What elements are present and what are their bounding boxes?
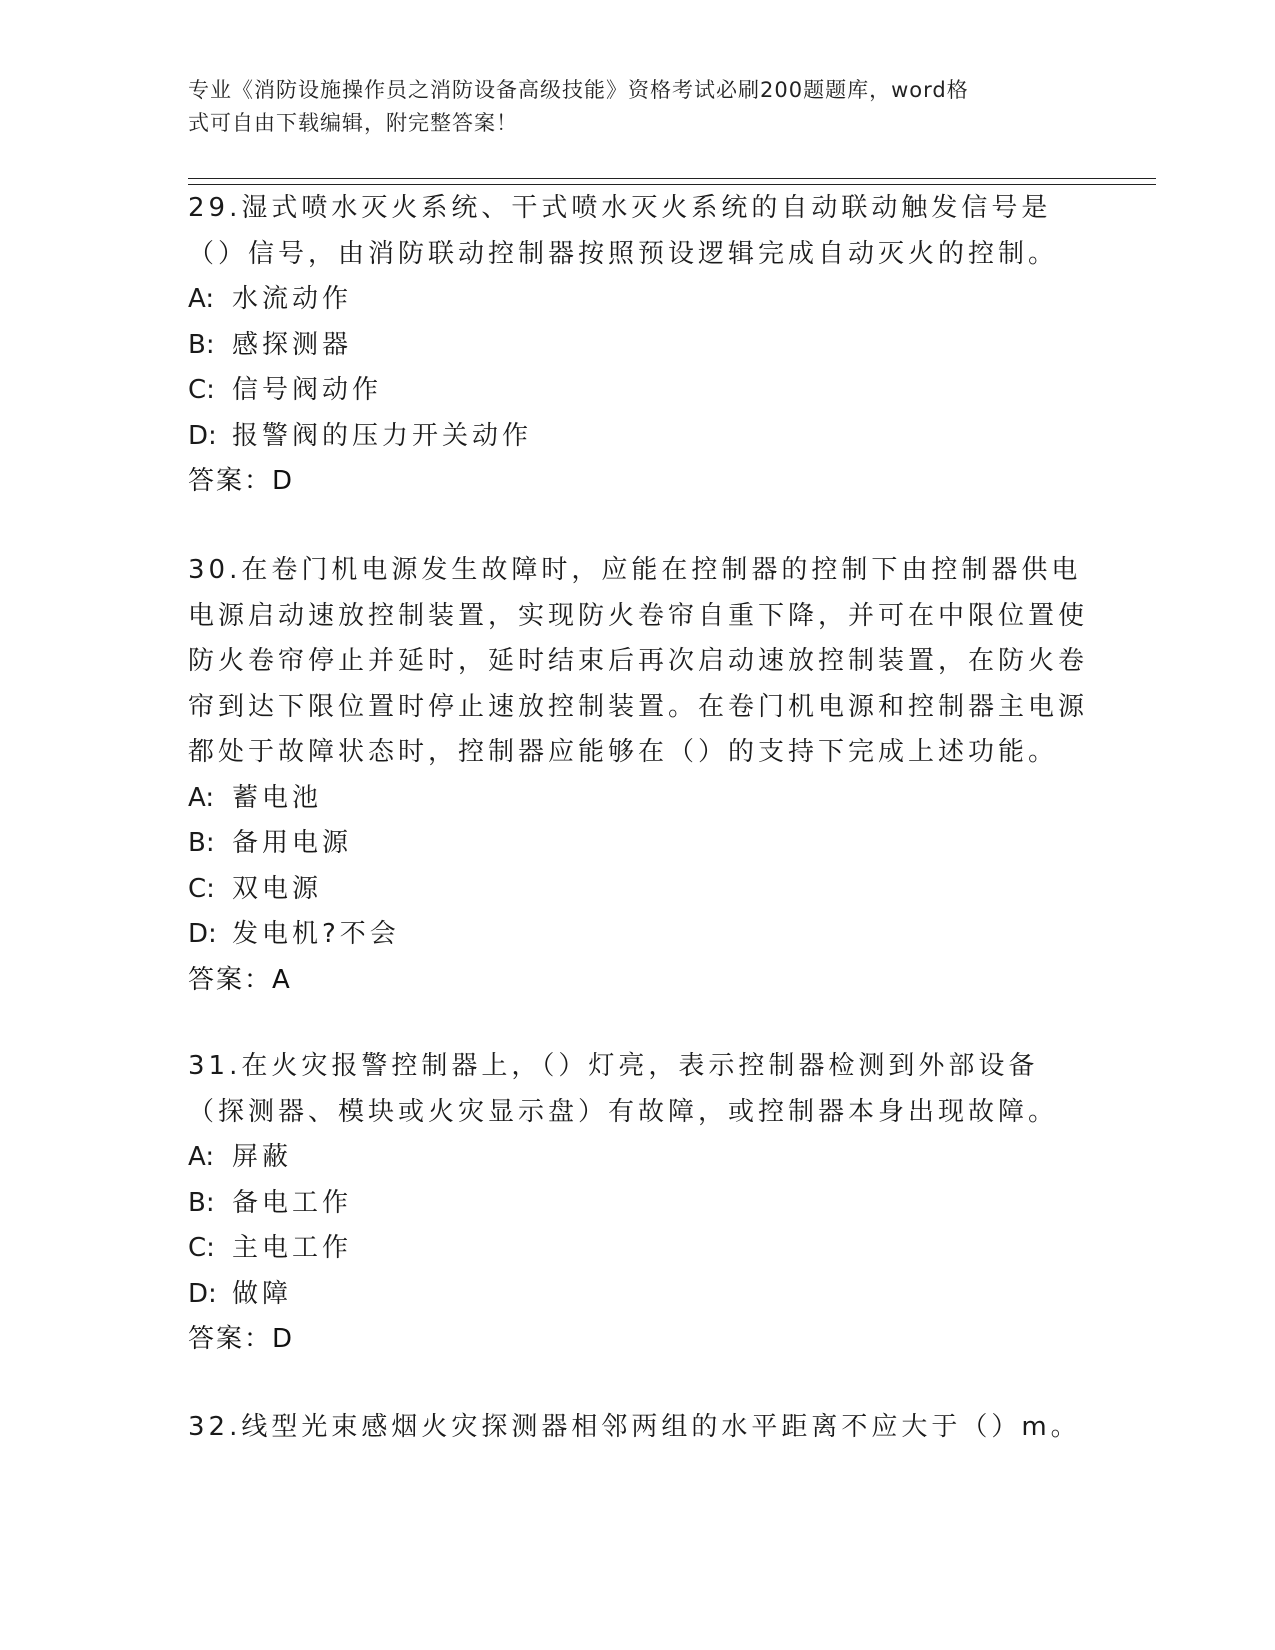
answer-label: 答案： <box>188 1324 273 1354</box>
option-key: B: <box>188 329 215 360</box>
answer-line <box>188 1317 1088 1363</box>
question-stem: 30.在卷门机电源发生故障时，应能在控制器的控制下由控制器供电电源启动速放控制装置，实现防火卷帘自重下降，并可在中限位置使防火卷帘停止并延时，延时结束后再次启动速放控制装置，在防火卷帘到达下限位置时停止速放控制装置。在卷门机电源和控制器主电源都处于故障状态时，控制器应能够在（）的支持下完成上述功能。 <box>188 555 1089 767</box>
option-d <box>188 414 1088 460</box>
option-d <box>188 912 1088 958</box>
question-32 <box>188 1405 1088 1451</box>
option-key: B: <box>188 828 215 858</box>
option-key: D: <box>188 420 217 451</box>
answer-value: D <box>272 466 293 496</box>
answer-label: 答案： <box>188 964 273 995</box>
question-stem: 32.线型光束感烟火灾探测器相邻两组的水平距离不应大于（）m。 <box>188 1412 1081 1442</box>
answer-label: 答案： <box>188 466 273 496</box>
option-key: A: <box>188 284 215 314</box>
option-c <box>188 1226 1088 1272</box>
option-text: 蓄电池 <box>232 782 323 813</box>
option-a <box>188 1135 1088 1181</box>
option-b <box>188 323 1088 369</box>
option-key: B: <box>188 1187 215 1218</box>
option-text: 报警阀的压力开关动作 <box>232 420 533 451</box>
option-text: 水流动作 <box>232 284 353 314</box>
answer-line <box>188 459 1088 505</box>
option-a <box>188 776 1088 822</box>
option-b <box>188 1181 1088 1227</box>
option-key: A: <box>188 1142 215 1172</box>
answer-line <box>188 958 1088 1004</box>
option-key: C: <box>188 1233 215 1263</box>
option-text: 发电机?不会 <box>232 919 400 949</box>
option-d <box>188 1272 1088 1318</box>
document-header <box>188 74 1068 140</box>
option-a <box>188 277 1088 323</box>
option-c <box>188 368 1088 414</box>
option-key: D: <box>188 1278 217 1309</box>
option-text: 信号阀动作 <box>232 375 383 405</box>
option-key: A: <box>188 782 215 813</box>
option-text: 备电工作 <box>232 1187 353 1218</box>
question-30 <box>188 548 1088 1003</box>
header-divider-top <box>188 178 1156 179</box>
header-divider-bottom <box>188 184 1156 185</box>
option-b <box>188 821 1088 867</box>
option-key: D: <box>188 919 217 949</box>
option-text: 备用电源 <box>232 828 353 858</box>
option-text: 双电源 <box>232 873 323 904</box>
header-line-2: 式可自由下载编辑，附完整答案！ <box>188 111 518 135</box>
option-key: C: <box>188 375 215 405</box>
question-stem: 29.湿式喷水灭火系统、干式喷水灭火系统的自动联动触发信号是（）信号，由消防联动控制器按照预设逻辑完成自动灭火的控制。 <box>188 193 1059 269</box>
header-line-1: 专业《消防设施操作员之消防设备高级技能》资格考试必刷200题题库，word格 <box>188 78 969 102</box>
option-text: 屏蔽 <box>232 1142 293 1172</box>
option-text: 感探测器 <box>232 329 353 360</box>
option-key: C: <box>188 873 215 904</box>
option-c <box>188 867 1088 913</box>
answer-value: A <box>272 964 290 995</box>
question-31 <box>188 1044 1088 1363</box>
question-29 <box>188 186 1088 505</box>
answer-value: D <box>272 1324 293 1354</box>
option-text: 做障 <box>232 1278 293 1309</box>
question-stem: 31.在火灾报警控制器上，（）灯亮，表示控制器检测到外部设备（探测器、模块或火灾显示盘）有故障，或控制器本身出现故障。 <box>188 1051 1059 1127</box>
option-text: 主电工作 <box>232 1233 353 1263</box>
